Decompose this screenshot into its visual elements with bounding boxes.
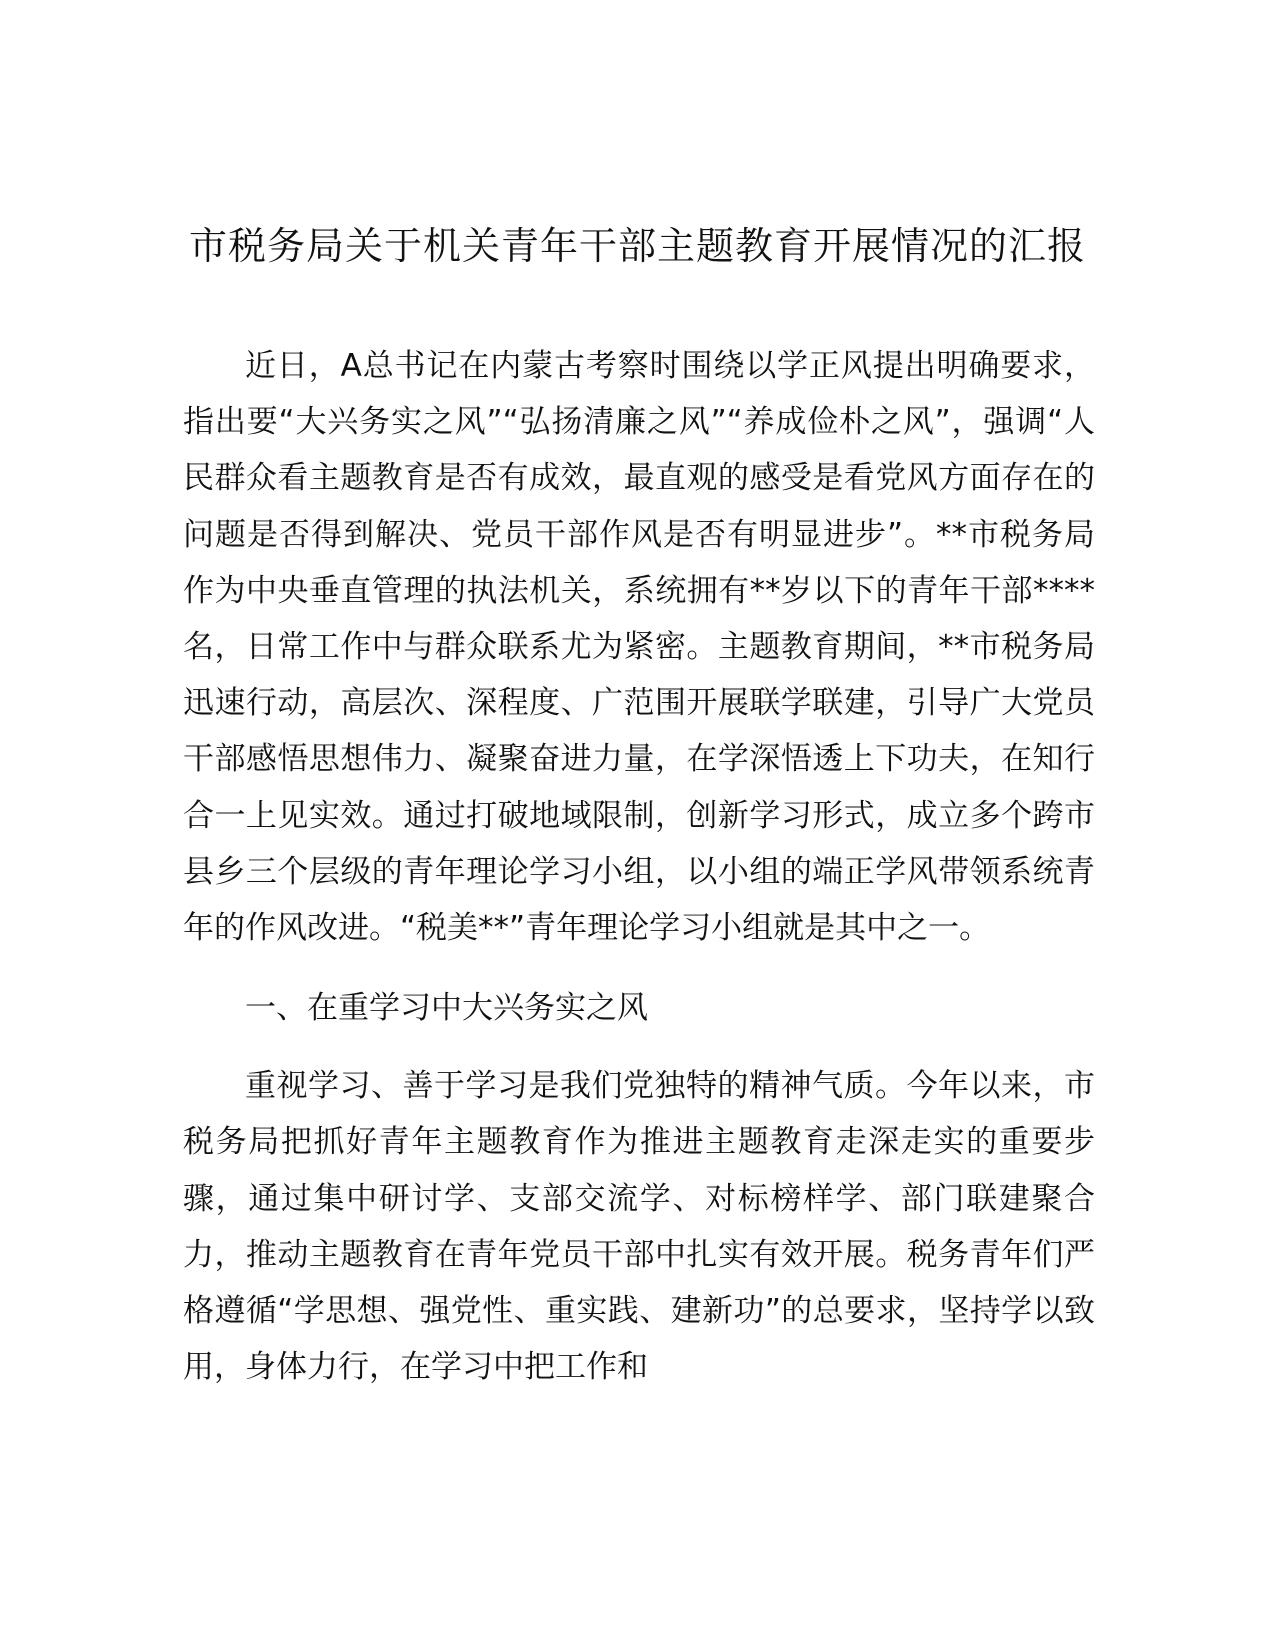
intro-paragraph: 近日，A总书记在内蒙古考察时围绕以学正风提出明确要求，指出要“大兴务实之风”“弘扬清廉之风”“养成俭朴之风”，强调“人民群众看主题教育是否有成效，最直观的感受是看党风方面存在的问题是否得到解决、党员干部作风是否有明显进步”。**市税务局作为中央垂直管理的执法机关，系统拥有**岁以下的青年干部****名，日常工作中与群众联系尤为紧密。主题教育期间，**市税务局迅速行动，高层次、深程度、广范围开展联学联建，引导广大党员干部感悟思想伟力、凝聚奋进力量，在学深悟透上下功夫，在知行合一上见实效。通过打破地域限制，创新学习形式，成立多个跨市县乡三个层级的青年理论学习小组，以小组的端正学风带领系统青年的作风改进。“税美**”青年理论学习小组就是其中之一。 [183,348,1095,947]
section-heading: 一、在重学习中大兴务实之风 [245,990,648,1027]
section-paragraph: 重视学习、善于学习是我们党独特的精神气质。今年以来，市税务局把抓好青年主题教育作为推进主题教育走深走实的重要步骤，通过集中研讨学、支部交流学、对标榜样学、部门联建聚合力，推动主题教育在青年党员干部中扎实有效开展。税务青年们严格遵循“学思想、强党性、重实践、建新功”的总要求，坚持学以致用，身体力行，在学习中把工作和 [183,1068,1095,1386]
document-title: 市税务局关于机关青年干部主题教育开展情况的汇报 [188,224,1086,268]
document-body [183,338,1095,1395]
